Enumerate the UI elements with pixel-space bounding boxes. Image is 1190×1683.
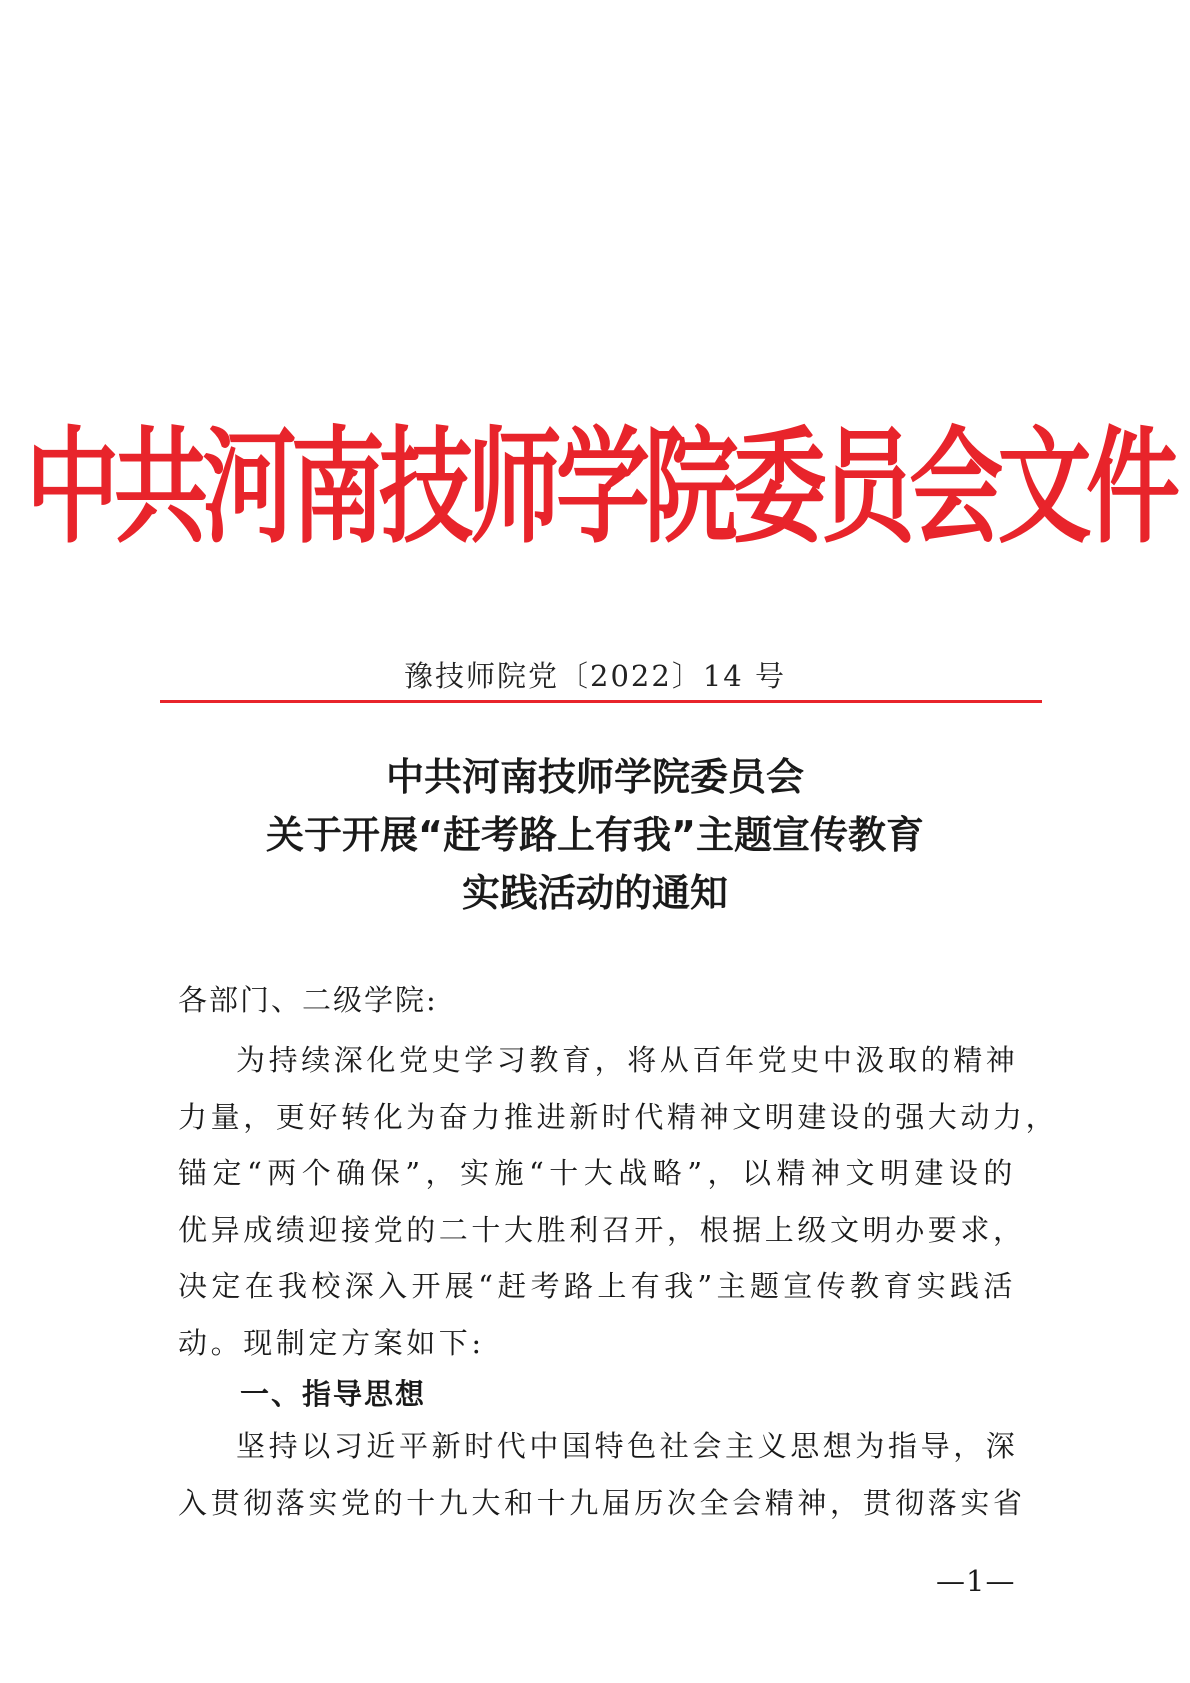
paragraph-guiding-ideology — [178, 1418, 1026, 1531]
salutation: 各部门、二级学院: — [178, 983, 438, 1017]
paragraph-line: 力量，更好转化为奋力推进新时代精神文明建设的强大动力， — [178, 1099, 1059, 1134]
paragraph-line: 入贯彻落实党的十九大和十九届历次全会精神，贯彻落实省 — [178, 1485, 1026, 1520]
paragraph-line: 动。现制定方案如下: — [178, 1325, 485, 1360]
paragraph-line: 坚持以习近平新时代中国特色社会主义思想为指导，深 — [236, 1429, 1019, 1463]
red-divider-line — [160, 700, 1042, 703]
paragraph-introduction — [178, 1032, 1059, 1371]
section-heading-guiding-ideology: 一、指导思想 — [240, 1377, 427, 1411]
red-header-title: 中共河南技师学院委员会文件 — [25, 414, 1175, 561]
paragraph-line: 锚定“两个确保”，实施“十大战略”，以精神文明建设的 — [178, 1156, 1016, 1190]
paragraph-line: 优异成绩迎接党的二十大胜利召开，根据上级文明办要求， — [178, 1212, 1026, 1247]
paragraph-line: 决定在我校深入开展“赶考路上有我”主题宣传教育实践活 — [178, 1269, 1016, 1303]
page-number: —1— — [936, 1564, 1016, 1598]
notice-title-line-3: 实践活动的通知 — [461, 871, 728, 915]
notice-title-line-1: 中共河南技师学院委员会 — [385, 755, 804, 799]
paragraph-line: 为持续深化党史学习教育，将从百年党史中汲取的精神 — [236, 1043, 1019, 1077]
notice-title-line-2: 关于开展“赶考路上有我”主题宣传教育 — [266, 813, 924, 857]
document-number: 豫技师院党〔2022〕14 号 — [404, 659, 786, 693]
notice-title — [0, 748, 1190, 922]
